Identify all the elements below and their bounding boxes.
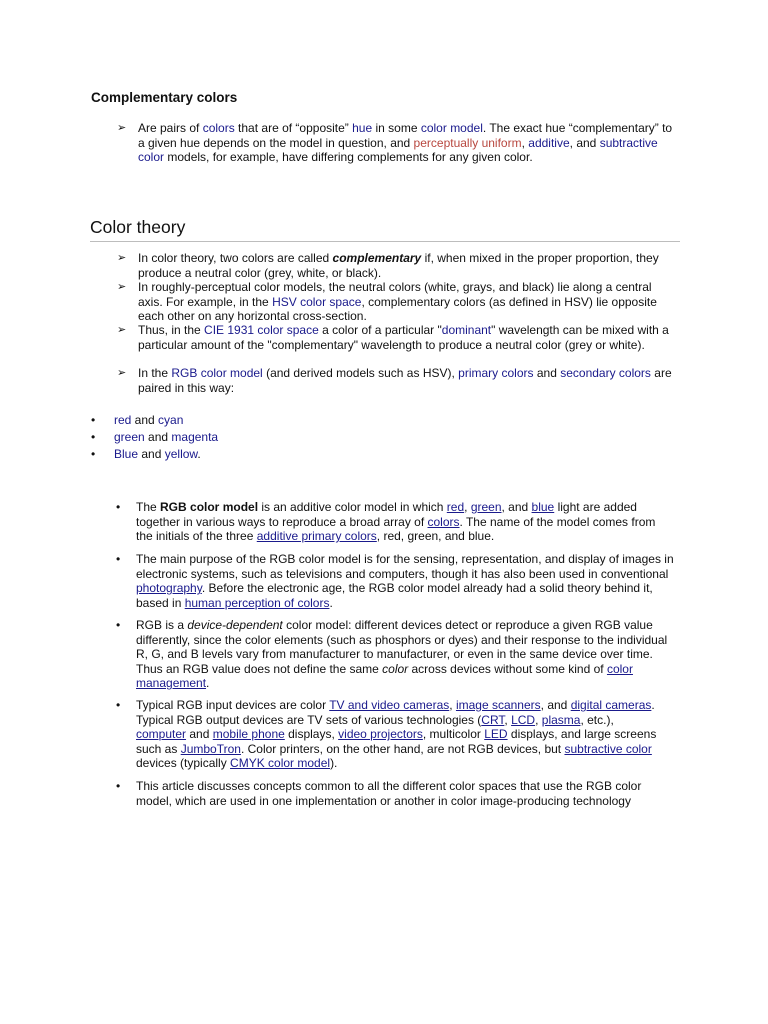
bullet-icon: • bbox=[116, 618, 121, 632]
link-hsv-color-space[interactable]: HSV color space bbox=[272, 294, 362, 309]
list-item-text bbox=[136, 552, 676, 610]
bullet-icon: • bbox=[91, 413, 96, 427]
list-item-text bbox=[138, 280, 678, 324]
text: " wavelength can be mixed with a particular amount of the "complementary" wavelength to produce a neutral color (grey or white). bbox=[138, 323, 669, 352]
italic-color: color bbox=[382, 661, 409, 676]
text: , and bbox=[540, 698, 571, 712]
link-hue[interactable]: hue bbox=[352, 121, 373, 135]
text: and bbox=[131, 413, 159, 427]
link-human-perception[interactable]: human perception of colors bbox=[184, 595, 330, 610]
text: Are pairs of bbox=[138, 121, 203, 135]
bullet-icon: • bbox=[116, 552, 121, 566]
list-item-text bbox=[138, 323, 678, 352]
text: , multicolor bbox=[422, 727, 485, 741]
list-item-text bbox=[138, 121, 678, 165]
link-photography[interactable]: photography bbox=[136, 581, 202, 595]
text: if, when mixed in the proper proportion, they produce a neutral color (grey, white, or black). bbox=[138, 251, 659, 280]
text: Thus, in the bbox=[138, 323, 205, 337]
text: . bbox=[197, 447, 201, 461]
link-green[interactable]: green bbox=[114, 430, 145, 444]
link-tv-video-cameras[interactable]: TV and video cameras bbox=[329, 698, 450, 712]
link-magenta[interactable]: magenta bbox=[171, 430, 219, 444]
arrow-bullet-icon: ➢ bbox=[117, 281, 127, 293]
link-secondary-colors[interactable]: secondary colors bbox=[560, 366, 651, 380]
italic-device-dependent: device-dependent bbox=[187, 618, 283, 632]
text: and bbox=[186, 727, 213, 741]
text: , red, green, and blue. bbox=[376, 529, 495, 543]
link-color-management[interactable]: color management bbox=[136, 661, 633, 690]
text: , bbox=[504, 712, 512, 727]
link-color-model[interactable]: color model bbox=[420, 121, 483, 135]
list-item-text bbox=[138, 251, 678, 280]
text: are paired in this way: bbox=[138, 366, 672, 395]
link-red[interactable]: red bbox=[114, 413, 132, 427]
bold-rgb-color-model: RGB color model bbox=[160, 500, 259, 514]
text: . Typical RGB output devices are TV sets of various technologies ( bbox=[136, 698, 655, 727]
link-image-scanners[interactable]: image scanners bbox=[455, 698, 541, 712]
text: devices (typically bbox=[136, 756, 231, 770]
link-mobile-phone[interactable]: mobile phone bbox=[212, 727, 285, 741]
text: The main purpose of the RGB color model is for the sensing, representation, and display of images in electronic systems, such as televisions and computers, though it has also been used in conventional bbox=[136, 552, 674, 581]
bullet-icon: • bbox=[116, 698, 121, 712]
text: . The name of the model comes from the initials of the three bbox=[136, 514, 656, 543]
link-video-projectors[interactable]: video projectors bbox=[338, 727, 423, 741]
bullet-icon: • bbox=[91, 430, 96, 444]
link-subtractive-color[interactable]: subtractive color bbox=[138, 135, 658, 164]
text: , and bbox=[501, 500, 532, 514]
text: , etc.), bbox=[580, 712, 614, 727]
text: models, for example, have differing complements for any given color. bbox=[164, 150, 533, 164]
text: , bbox=[449, 698, 456, 712]
link-blue[interactable]: Blue bbox=[114, 447, 139, 461]
text: light are added together in various ways to reproduce a broad array of bbox=[136, 500, 637, 529]
emphasis-complementary: complementary bbox=[332, 251, 422, 265]
text: is an additive color model in which bbox=[258, 500, 447, 514]
list-item-text bbox=[136, 698, 664, 771]
list-item-text bbox=[136, 618, 676, 691]
link-lcd[interactable]: LCD bbox=[511, 712, 536, 727]
list-item-text bbox=[136, 500, 671, 544]
text: In color theory, two colors are called bbox=[138, 251, 333, 265]
link-cyan[interactable]: cyan bbox=[158, 413, 184, 427]
arrow-bullet-icon: ➢ bbox=[117, 122, 127, 134]
text: displays, bbox=[284, 727, 339, 741]
text: . bbox=[329, 595, 333, 610]
link-green[interactable]: green bbox=[470, 500, 502, 514]
arrow-bullet-icon: ➢ bbox=[117, 367, 127, 379]
link-blue[interactable]: blue bbox=[531, 500, 555, 514]
link-rgb-color-model[interactable]: RGB color model bbox=[171, 366, 263, 380]
link-colors[interactable]: colors bbox=[427, 514, 460, 529]
bullet-icon: • bbox=[116, 500, 121, 514]
text: and bbox=[533, 366, 561, 380]
link-digital-cameras[interactable]: digital cameras bbox=[570, 698, 652, 712]
link-crt[interactable]: CRT bbox=[481, 712, 505, 727]
text: , and bbox=[569, 135, 600, 150]
link-computer[interactable]: computer bbox=[136, 727, 187, 741]
link-additive-primary-colors[interactable]: additive primary colors bbox=[256, 529, 377, 543]
text: in some bbox=[372, 121, 421, 135]
heading-color-theory: Color theory bbox=[90, 217, 186, 237]
text: color model: different devices detect or reproduce a given RGB value differently, since the color elements (such as phosphors or dyes) and their response to the individual R, G, and B levels vary from manufacturer to manufacturer, or even in the same device over time. Thus an RGB value does not define the same bbox=[136, 618, 668, 676]
link-colors[interactable]: colors bbox=[202, 121, 235, 135]
link-led[interactable]: LED bbox=[484, 727, 508, 741]
heading-complementary-colors: Complementary colors bbox=[91, 90, 238, 105]
text: . bbox=[206, 676, 210, 690]
text: and bbox=[144, 430, 172, 444]
link-perceptually-uniform[interactable]: perceptually uniform bbox=[413, 135, 522, 150]
text: In roughly-perceptual color models, the neutral colors (white, grays, and black) lie along a central axis. For example, in the bbox=[138, 280, 652, 309]
text: RGB is a bbox=[136, 618, 188, 632]
text: (and derived models such as HSV), bbox=[262, 366, 459, 380]
link-subtractive-color[interactable]: subtractive color bbox=[564, 741, 652, 756]
link-dominant[interactable]: dominant bbox=[441, 323, 492, 337]
link-additive[interactable]: additive bbox=[528, 135, 570, 150]
link-primary-colors[interactable]: primary colors bbox=[458, 366, 534, 380]
link-jumbotron[interactable]: JumboTron bbox=[180, 741, 241, 756]
text: , bbox=[464, 500, 471, 514]
text: , bbox=[521, 135, 529, 150]
text: Typical RGB input devices are color bbox=[136, 698, 330, 712]
heading-divider bbox=[90, 241, 680, 242]
arrow-bullet-icon: ➢ bbox=[117, 252, 127, 264]
text: that are of “opposite” bbox=[234, 121, 353, 135]
text: In the bbox=[138, 366, 172, 380]
text: a color of a particular " bbox=[318, 323, 442, 337]
text: . The exact hue “complementary” to a given hue depends on the model in question, and bbox=[138, 121, 673, 150]
text: across devices without some kind of bbox=[408, 661, 607, 676]
bullet-icon: • bbox=[91, 447, 96, 461]
text: This article discusses concepts common to all the different color spaces that use the RGB color model, which are used in one implementation or another in color image-producing technology bbox=[136, 779, 642, 808]
link-cmyk-color-model[interactable]: CMYK color model bbox=[230, 756, 331, 770]
text: . Before the electronic age, the RGB color model already had a solid theory behind it, based in bbox=[136, 581, 653, 610]
text: . Color printers, on the other hand, are not RGB devices, but bbox=[240, 741, 565, 756]
text: , complementary colors (as defined in HSV) lie opposite each other on any horizontal cross-section. bbox=[138, 294, 657, 323]
text: , bbox=[535, 712, 542, 727]
link-cie-1931[interactable]: CIE 1931 color space bbox=[204, 323, 319, 337]
list-item-text bbox=[136, 779, 676, 808]
text: and bbox=[138, 447, 165, 461]
bullet-icon: • bbox=[116, 779, 121, 793]
arrow-bullet-icon: ➢ bbox=[117, 324, 127, 336]
link-yellow[interactable]: yellow bbox=[164, 447, 198, 461]
text: displays, and large screens such as bbox=[136, 727, 657, 756]
link-plasma[interactable]: plasma bbox=[541, 712, 581, 727]
link-red[interactable]: red bbox=[446, 500, 465, 514]
text: ). bbox=[330, 756, 338, 770]
text: The bbox=[136, 500, 161, 514]
list-item-text bbox=[138, 366, 678, 395]
